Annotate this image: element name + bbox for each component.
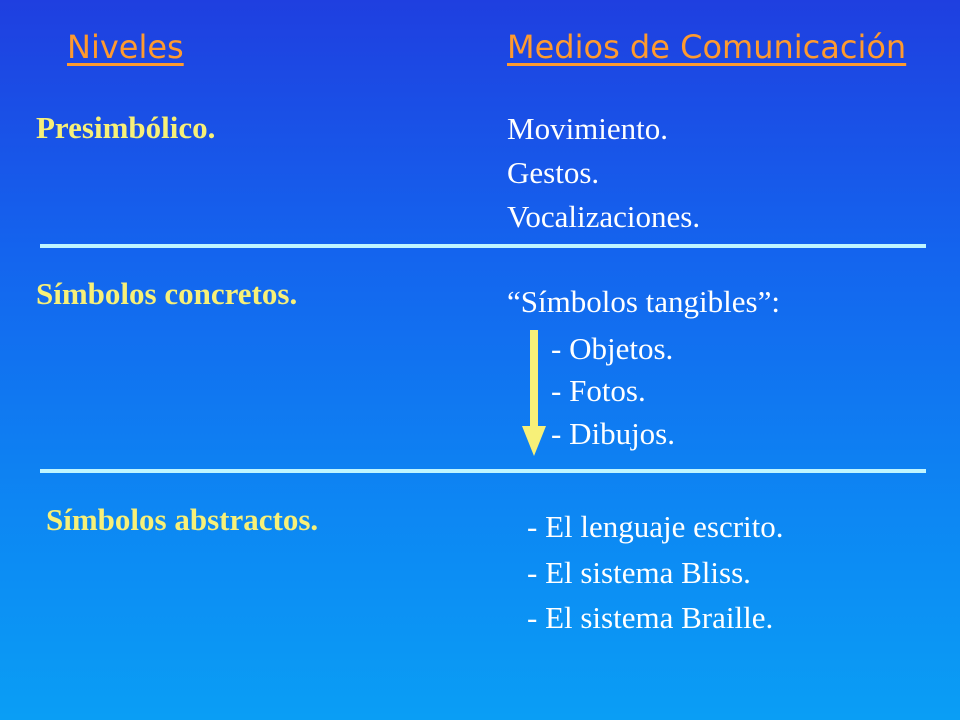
medium-gestures: Gestos. [507,155,600,190]
medium-objects: - Objetos. [551,331,674,366]
arrow-shaft [530,330,538,430]
medium-photos: - Fotos. [551,373,646,408]
level-abstract-symbols: Símbolos abstractos. [46,502,319,537]
medium-drawings: - Dibujos. [551,416,675,451]
level-concrete-symbols: Símbolos concretos. [36,276,298,311]
medium-movement: Movimiento. [507,111,669,146]
medium-bliss-system: - El sistema Bliss. [527,555,751,590]
down-arrow-icon [522,330,546,456]
medium-braille-system: - El sistema Braille. [527,600,774,635]
medium-written-language: - El lenguaje escrito. [527,509,784,544]
header-levels: Niveles [67,28,184,66]
medium-vocalizations: Vocalizaciones. [507,199,701,234]
medium-tangible-symbols-intro: “Símbolos tangibles”: [507,284,780,319]
header-communication-media: Medios de Comunicación [507,28,907,66]
arrow-head [522,426,546,456]
divider-1 [40,244,926,248]
divider-2 [40,469,926,473]
level-presymbolic: Presimbólico. [36,110,216,145]
